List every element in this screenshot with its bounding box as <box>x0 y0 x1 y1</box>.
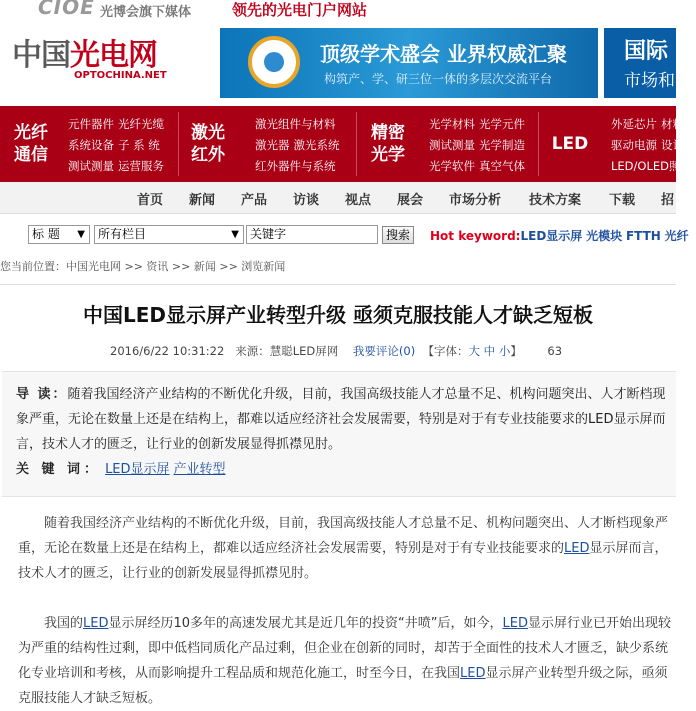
conference-badge-icon <box>248 36 300 88</box>
paragraph-text: 显示屏行业已开始出现较为严重的结构性过剩，即中低档同质化产品过剩，但企业在创新的同时，却苦于全面性的技术人才匮乏，缺少系统化专业培训和考核，从而影响提升工程品质和规范化施工，时至今日，在我国 <box>18 616 671 681</box>
top-slogan-media: 光博会旗下媒体 <box>100 5 192 20</box>
side-banner[interactable] <box>604 28 676 98</box>
category-optics <box>357 106 537 182</box>
cat-link[interactable]: 测试测量 <box>429 138 475 152</box>
banner-subtitle: 构筑产、学、研三位一体的多层次交流平台 <box>324 72 553 86</box>
category-links <box>429 114 529 177</box>
hot-keyword-link[interactable]: 光模块 <box>586 229 623 243</box>
category-laser <box>179 106 355 182</box>
breadcrumb: 您当前位置：中国光电网 >> 资讯 >> 新闻 >> 浏览新闻 <box>0 260 286 273</box>
logo-cn-1: 中国 <box>12 38 70 73</box>
paragraph-text: 随着我国经济产业结构的不断优化升级，目前，我国高级技能人才总量不足、机构问题突出、人才断档现象严重，无论在数量上还是在结构上，都难以适应经济社会发展需要，特别是对于有专业技能要求的 <box>18 516 669 556</box>
font-size-end: 】 <box>510 344 522 358</box>
keywords-line <box>16 458 226 477</box>
article-paragraph <box>18 611 678 711</box>
summary-text <box>16 382 676 457</box>
search-field-select[interactable] <box>28 225 90 244</box>
paragraph-text: 显示屏而言，技术人才的匮乏，让行业的创新发展显得抓襟见肘。 <box>18 541 668 581</box>
search-button[interactable]: 搜索 <box>382 226 414 244</box>
nav-jobs[interactable]: 招 <box>661 193 675 208</box>
nav-interviews[interactable]: 访谈 <box>293 193 320 208</box>
category-fiber <box>0 106 178 182</box>
cat-link[interactable]: 光纤光缆 <box>118 117 164 131</box>
article-panel <box>0 284 676 705</box>
main-nav <box>0 182 676 214</box>
cat-link[interactable]: 测试测量 <box>68 159 114 173</box>
category-title[interactable]: 精密光学 <box>371 123 405 165</box>
category-led <box>539 106 692 182</box>
nav-home[interactable]: 首页 <box>137 193 164 208</box>
search-column-value: 所有栏目 <box>98 227 147 241</box>
paragraph-text: 我国的 <box>44 616 84 631</box>
search-bar <box>0 222 689 248</box>
chevron-down-icon: ▼ <box>231 229 239 240</box>
article-meta <box>110 343 562 359</box>
chevron-down-icon: ▼ <box>77 229 85 240</box>
cat-link[interactable]: 激光系统 <box>293 138 340 152</box>
banner-title: 顶级学术盛会 业界权威汇聚 <box>320 42 567 66</box>
cat-link[interactable]: 激光器 <box>255 138 290 152</box>
search-column-select[interactable] <box>94 225 244 244</box>
conference-banner[interactable] <box>220 28 598 98</box>
article-title: 中国LED显示屏产业转型升级 亟须克服技能人才缺乏短板 <box>83 303 593 327</box>
hot-keyword-link[interactable]: LED显示屏 <box>520 229 583 243</box>
summary-label: 导 读： <box>16 387 68 402</box>
search-input[interactable]: 关键字 <box>246 225 378 244</box>
cioe-logo: CIOE <box>38 0 95 19</box>
cat-link[interactable]: 设计 <box>661 138 684 152</box>
cat-link[interactable]: 光学制造 <box>479 138 525 152</box>
side-banner-subtitle: 市场和 <box>624 71 675 91</box>
cat-link[interactable]: 运营服务 <box>118 159 164 173</box>
hot-keywords <box>430 227 689 244</box>
cat-link[interactable]: 外延芯片 <box>611 117 657 131</box>
category-links <box>611 114 696 177</box>
top-slogan-portal: 领先的光电门户网站 <box>232 1 368 19</box>
inline-link-led[interactable]: LED <box>502 616 528 631</box>
logo-en: OPTOCHINA.NET <box>74 70 167 81</box>
article-paragraph <box>18 511 678 586</box>
cat-link[interactable]: 材料 <box>661 117 684 131</box>
cat-link[interactable]: 光学元件 <box>479 117 525 131</box>
cat-link[interactable]: LED/OLED照明 <box>611 159 692 173</box>
hot-keyword-link[interactable]: FTTH <box>625 229 661 243</box>
category-bar <box>0 106 692 182</box>
article-source: 来源：慧聪LED屏网 <box>235 344 339 358</box>
cat-link[interactable]: 驱动电源 <box>611 138 657 152</box>
font-small-link[interactable]: 小 <box>498 344 511 358</box>
font-size-label: 【字体： <box>422 344 469 358</box>
site-logo[interactable] <box>12 40 182 85</box>
inline-link-led[interactable]: LED <box>564 541 590 556</box>
nav-viewpoints[interactable]: 视点 <box>345 193 372 208</box>
inline-link-led[interactable]: LED <box>460 666 486 681</box>
search-field-value: 标 题 <box>32 227 60 241</box>
nav-products[interactable]: 产品 <box>241 193 268 208</box>
cat-link[interactable]: 子 系 统 <box>118 138 160 152</box>
cat-link[interactable]: 光学材料 <box>429 117 475 131</box>
view-count: 63 <box>547 344 563 358</box>
summary-body: 随着我国经济产业结构的不断优化升级，目前，我国高级技能人才总量不足、机构问题突出、人才断档现象严重，无论在数量上还是在结构上，都难以适应经济社会发展需要，特别是对于有专业技能要求的LED显示屏而言，技术人才的匮乏，让行业的创新发展显得抓襟见肘。 <box>16 387 666 452</box>
cat-link[interactable]: 元件器件 <box>68 117 114 131</box>
side-banner-title: 国际 <box>624 39 669 64</box>
cat-link[interactable]: 光学软件 <box>429 159 475 173</box>
category-title[interactable]: LED <box>551 134 589 154</box>
nav-tech-solutions[interactable]: 技术方案 <box>529 193 582 208</box>
keyword-tag[interactable]: LED显示屏 <box>105 462 170 477</box>
site-header <box>0 18 676 106</box>
cat-link[interactable]: 真空气体 <box>479 159 525 173</box>
paragraph-text: 显示屏产业转型升级之际，亟须克服技能人才缺乏短板。 <box>18 666 668 706</box>
cat-link[interactable]: 系统设备 <box>68 138 114 152</box>
category-links <box>68 114 168 177</box>
nav-market-analysis[interactable]: 市场分析 <box>449 193 502 208</box>
nav-exhibitions[interactable]: 展会 <box>397 193 424 208</box>
font-large-link[interactable]: 大 <box>468 344 481 358</box>
inline-link-led[interactable]: LED <box>83 616 109 631</box>
hot-keyword-label: Hot keyword: <box>430 229 521 243</box>
keyword-tag[interactable]: 产业转型 <box>173 462 226 477</box>
article-summary-box <box>2 371 676 497</box>
hot-keyword-link[interactable]: 光纤 <box>664 229 689 243</box>
cat-link[interactable]: 激光组件与材料 <box>255 117 336 131</box>
keywords-label: 关 键 词： <box>16 462 102 477</box>
logo-cn-2: 光电网 <box>70 38 157 73</box>
font-medium-link[interactable]: 中 <box>483 344 496 358</box>
category-links <box>255 114 344 177</box>
top-strip <box>0 0 676 18</box>
nav-downloads[interactable]: 下载 <box>609 193 636 208</box>
nav-news[interactable]: 新闻 <box>189 193 216 208</box>
category-title[interactable]: 光纤通信 <box>14 123 48 165</box>
article-date: 2016/6/22 10:31:22 <box>110 344 225 358</box>
category-title[interactable]: 激光红外 <box>191 123 225 165</box>
cat-link[interactable]: 红外器件与系统 <box>255 159 336 173</box>
paragraph-text: 显示屏经历10多年的高速发展尤其是近几年的投资“井喷”后，如今， <box>108 616 503 631</box>
comment-link[interactable]: 我要评论(0) <box>352 344 416 358</box>
